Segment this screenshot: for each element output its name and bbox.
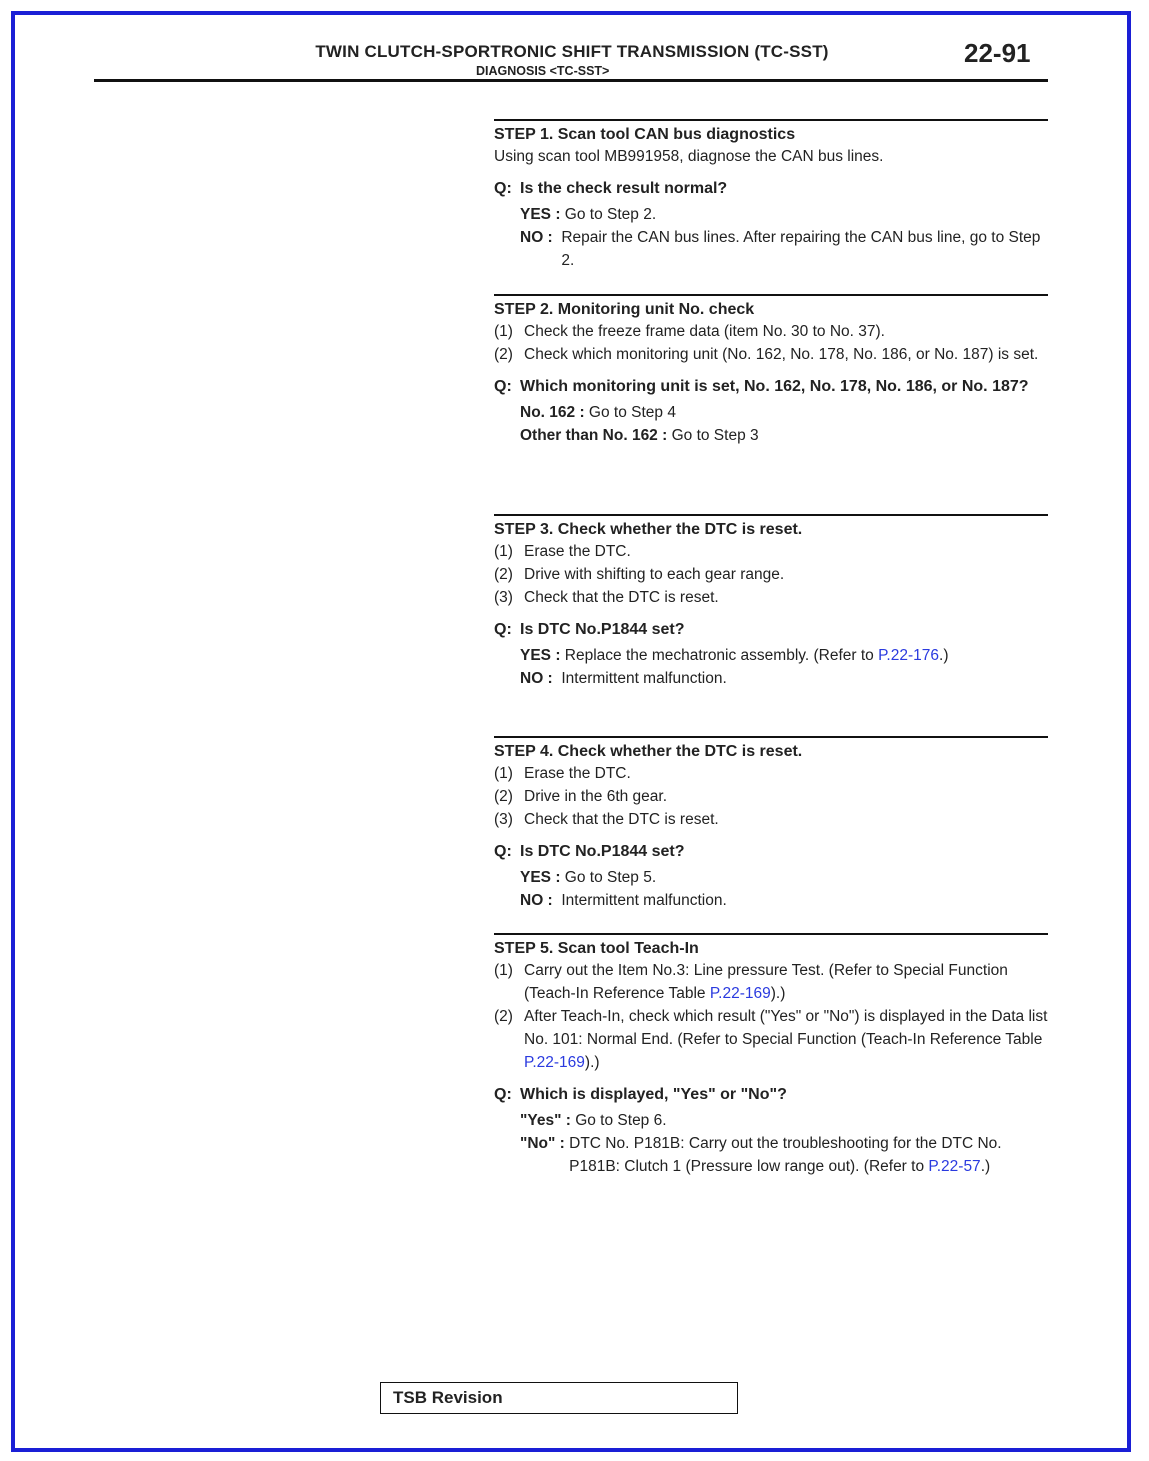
step-1 — [494, 119, 1048, 272]
question-text: Which is displayed, "Yes" or "No"? — [520, 1086, 787, 1103]
answer-key: Other than No. 162 : — [520, 427, 672, 444]
page-ref-link[interactable]: P.22-176 — [878, 647, 940, 664]
step-rule — [494, 933, 1048, 935]
answer-key: "Yes" : — [520, 1112, 576, 1129]
answer-key: NO : — [520, 229, 562, 246]
page-ref-link[interactable]: P.22-57 — [928, 1158, 981, 1175]
item-text: Erase the DTC. — [524, 765, 631, 782]
list-item — [494, 959, 1048, 1005]
answer-text: Go to Step 3 — [671, 427, 759, 444]
list-item — [494, 320, 1048, 343]
answer-text — [569, 1132, 1048, 1178]
answer-yes — [520, 866, 1048, 889]
list-item — [494, 1005, 1048, 1074]
item-text-body: After Teach-In, check which result ("Yes" or "No") is displayed in the Data list No. 101: Normal End. (Refer to Special Function (Teach-In Reference Table — [524, 1008, 1048, 1048]
list-item — [494, 343, 1048, 366]
list-item — [494, 540, 1048, 563]
answer-key: No. 162 : — [520, 404, 589, 421]
step-title: STEP 4. Check whether the DTC is reset. — [494, 743, 803, 760]
answer-yes — [520, 644, 1048, 667]
question-key: Q: — [494, 180, 512, 197]
item-text: Erase the DTC. — [524, 543, 631, 560]
answer-other — [520, 424, 1048, 447]
answer-key: NO : — [520, 670, 562, 687]
answer-text: Intermittent malfunction. — [561, 892, 727, 909]
item-number: (2) — [494, 1008, 513, 1025]
step-rule — [494, 736, 1048, 738]
answer-key: NO : — [520, 892, 562, 909]
item-text-body: Carry out the Item No.3: Line pressure Test. (Refer to Special Function (Teach-In Reference Table — [524, 962, 1008, 1002]
item-text: Check which monitoring unit (No. 162, No. 178, No. 186, or No. 187) is set. — [524, 346, 1039, 363]
answer-no — [520, 667, 1048, 690]
item-number: (1) — [494, 765, 513, 782]
question — [494, 1083, 1048, 1106]
answer-text: Intermittent malfunction. — [561, 670, 727, 687]
item-text-tail: ).) — [770, 985, 786, 1002]
question-text: Is DTC No.P1844 set? — [520, 843, 685, 860]
question-key: Q: — [494, 621, 512, 638]
item-number: (3) — [494, 589, 513, 606]
item-text: Drive in the 6th gear. — [524, 788, 668, 805]
page-number: 22-91 — [964, 38, 1031, 68]
step-5 — [494, 933, 1048, 1178]
question — [494, 177, 1048, 200]
question-text: Is DTC No.P1844 set? — [520, 621, 685, 638]
answer-text: Go to Step 5. — [564, 869, 657, 886]
step-title: STEP 1. Scan tool CAN bus diagnostics — [494, 126, 796, 143]
item-text: Check that the DTC is reset. — [524, 811, 719, 828]
list-item — [494, 808, 1048, 831]
answer-text-tail: .) — [939, 647, 949, 664]
item-text — [524, 1005, 1048, 1074]
item-number: (3) — [494, 811, 513, 828]
answer-no — [520, 1132, 1048, 1178]
list-item — [494, 762, 1048, 785]
answer-text — [565, 644, 1048, 667]
page-ref-link[interactable]: P.22-169 — [709, 985, 771, 1002]
answer-key: YES : — [520, 869, 565, 886]
step-title: STEP 3. Check whether the DTC is reset. — [494, 521, 803, 538]
answer-key: "No" : — [520, 1135, 570, 1152]
answer-text-body: Replace the mechatronic assembly. (Refer to — [564, 647, 879, 664]
item-text: Check the freeze frame data (item No. 30 to No. 37). — [524, 323, 885, 340]
item-text-tail: ).) — [584, 1054, 600, 1071]
step-title: STEP 2. Monitoring unit No. check — [494, 301, 755, 318]
item-number: (1) — [494, 323, 513, 340]
answer-text: Go to Step 6. — [575, 1112, 667, 1129]
answer-text: Go to Step 4 — [588, 404, 676, 421]
answer-text: Repair the CAN bus lines. After repairing the CAN bus line, go to Step 2. — [561, 229, 1041, 269]
answer-yes — [520, 1109, 1048, 1132]
step-2 — [494, 294, 1048, 447]
question-key: Q: — [494, 843, 512, 860]
header-rule — [94, 79, 1048, 82]
section-title: TWIN CLUTCH-SPORTRONIC SHIFT TRANSMISSION (TC-SST) — [315, 42, 829, 61]
question-key: Q: — [494, 378, 512, 395]
answer-no — [520, 889, 1048, 912]
answer-key: YES : — [520, 206, 565, 223]
tsb-revision-box: TSB Revision — [380, 1382, 738, 1414]
step-rule — [494, 119, 1048, 121]
question — [494, 618, 1048, 641]
item-text: Check that the DTC is reset. — [524, 589, 719, 606]
question — [494, 840, 1048, 863]
item-number: (1) — [494, 962, 513, 979]
page-ref-link[interactable]: P.22-169 — [524, 1054, 585, 1071]
step-body: Using scan tool MB991958, diagnose the CAN bus lines. — [494, 148, 884, 165]
list-item — [494, 785, 1048, 808]
section-subtitle: DIAGNOSIS <TC-SST> — [476, 64, 610, 78]
answer-text-body: DTC No. P181B: Carry out the troubleshooting for the DTC No. P181B: Clutch 1 (Pressure low range out). (Refer to — [569, 1135, 1002, 1175]
answer-no — [520, 226, 1048, 272]
answer-yes — [520, 203, 1048, 226]
step-title: STEP 5. Scan tool Teach-In — [494, 940, 699, 957]
list-item — [494, 563, 1048, 586]
item-number: (2) — [494, 788, 513, 805]
step-rule — [494, 514, 1048, 516]
question-key: Q: — [494, 1086, 512, 1103]
item-number: (2) — [494, 566, 513, 583]
answer-162 — [520, 401, 1048, 424]
step-4 — [494, 736, 1048, 912]
answer-text: Go to Step 2. — [564, 206, 657, 223]
list-item — [494, 586, 1048, 609]
answer-key: YES : — [520, 647, 565, 664]
answer-text-tail: .) — [980, 1158, 991, 1175]
item-text — [524, 959, 1048, 1005]
question — [494, 375, 1048, 398]
item-text: Drive with shifting to each gear range. — [524, 566, 785, 583]
item-number: (2) — [494, 346, 513, 363]
item-number: (1) — [494, 543, 513, 560]
step-rule — [494, 294, 1048, 296]
step-3 — [494, 514, 1048, 690]
question-text: Which monitoring unit is set, No. 162, No. 178, No. 186, or No. 187? — [520, 378, 1029, 395]
question-text: Is the check result normal? — [520, 180, 728, 197]
